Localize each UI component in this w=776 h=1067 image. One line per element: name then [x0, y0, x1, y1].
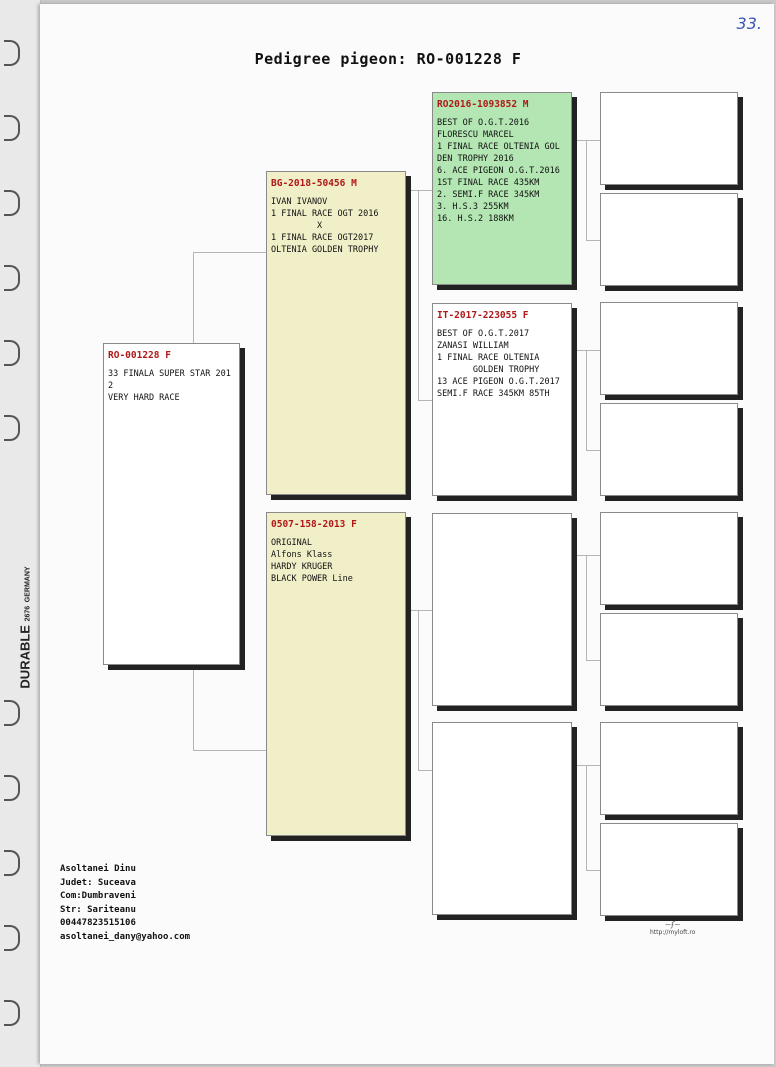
sire-sire-note: 16. H.S.2 188KM	[437, 214, 514, 224]
sire-sire-note: 1ST FINAL RACE 435KM	[437, 178, 540, 188]
dam-sire-card	[432, 513, 572, 706]
binder-hole	[4, 850, 20, 876]
sire-note: X	[271, 221, 323, 231]
owner-phone: 00447823515106	[60, 918, 136, 928]
sire-dam-note: SEMI.F RACE 345KM 85TH	[437, 389, 550, 399]
sire-dam-note: ZANASI WILLIAM	[437, 341, 509, 351]
connector-line	[418, 190, 419, 400]
sire-dam-note: 13 ACE PIGEON O.G.T.2017	[437, 377, 560, 387]
connector-line	[418, 770, 432, 771]
sire-sire-ring-number: RO2016-1093852 M	[437, 99, 529, 110]
great-grandparent-card	[600, 193, 738, 286]
subject-note: VERY HARD RACE	[108, 393, 180, 403]
binder-hole	[4, 775, 20, 801]
subject-pigeon-card	[103, 343, 240, 665]
dam-note: HARDY KRUGER	[271, 562, 333, 572]
sire-ring-number: BG-2018-50456 M	[271, 178, 357, 189]
sire-dam-ring-number: IT-2017-223055 F	[437, 310, 529, 321]
connector-line	[193, 665, 194, 750]
binder-hole	[4, 115, 20, 141]
page-title: Pedigree pigeon: RO-001228 F	[254, 50, 522, 68]
binder-hole	[4, 265, 20, 291]
subject-ring-number: RO-001228 F	[108, 350, 171, 361]
great-grandparent-card	[600, 92, 738, 185]
owner-name: Asoltanei Dinu	[60, 864, 136, 874]
owner-email: asoltanei_dany@yahoo.com	[60, 931, 191, 942]
sire-sire-note: 2. SEMI.F RACE 345KM	[437, 190, 540, 200]
great-grandparent-card	[600, 722, 738, 815]
dam-dam-card	[432, 722, 572, 915]
great-grandparent-card	[600, 613, 738, 706]
connector-line	[193, 252, 194, 344]
binder-strip	[0, 0, 41, 1067]
binder-hole	[4, 1000, 20, 1026]
dam-note: ORIGINAL	[271, 538, 312, 548]
connector-line	[586, 240, 600, 241]
sire-sire-note: DEN TROPHY 2016	[437, 154, 514, 164]
owner-street: Str: Sariteanu	[60, 904, 136, 915]
sire-note: 1 FINAL RACE OGT2017	[271, 233, 374, 243]
sire-dam-note: 1 FINAL RACE OLTENIA	[437, 353, 540, 363]
sire-sire-note: 3. H.S.3 255KM	[437, 202, 509, 212]
owner-commune: Com:Dumbraveni	[60, 891, 136, 901]
sire-dam-note: GOLDEN TROPHY	[437, 365, 540, 375]
great-grandparent-card	[600, 403, 738, 496]
sire-note: IVAN IVANOV	[271, 197, 328, 207]
connector-line	[193, 750, 267, 751]
myloft-logo	[650, 920, 695, 936]
owner-info	[60, 863, 190, 944]
sire-note: OLTENIA GOLDEN TROPHY	[271, 245, 379, 255]
binder-brand-model: DURABLE 2676 GERMANY	[17, 566, 33, 689]
binder-hole	[4, 190, 20, 216]
sire-sire-card	[432, 92, 572, 285]
binder-hole	[4, 700, 20, 726]
subject-note: 2	[108, 381, 114, 391]
connector-line	[586, 555, 587, 660]
connector-line	[586, 765, 587, 870]
connector-line	[586, 350, 587, 450]
sire-card	[266, 171, 406, 495]
connector-line	[418, 400, 432, 401]
sire-sire-note: 6. ACE PIGEON O.G.T.2016	[437, 166, 560, 176]
dam-ring-number: 0507-158-2013 F	[271, 519, 357, 530]
sire-note: 1 FINAL RACE OGT 2016	[271, 209, 379, 219]
logo-signature-icon: ~ʄ~	[664, 920, 681, 929]
owner-county: Judet: Suceava	[60, 877, 136, 888]
subject-note: 33 FINALA SUPER STAR 201	[108, 369, 231, 379]
connector-line	[586, 660, 600, 661]
binder-hole	[4, 340, 20, 366]
connector-line	[406, 190, 432, 191]
logo-url: http://myloft.ro	[650, 929, 696, 936]
sire-sire-note: 1 FINAL RACE OLTENIA GOL	[437, 142, 560, 152]
connector-line	[193, 252, 267, 253]
binder-hole	[4, 415, 20, 441]
binder-hole	[4, 925, 20, 951]
connector-line	[586, 140, 587, 240]
great-grandparent-card	[600, 823, 738, 916]
dam-note: Alfons Klass	[271, 550, 333, 560]
connector-line	[586, 450, 600, 451]
dam-card	[266, 512, 406, 836]
dam-note: BLACK POWER Line	[271, 574, 353, 584]
connector-line	[418, 610, 419, 770]
sire-dam-note: BEST OF O.G.T.2017	[437, 329, 530, 339]
sire-sire-note: FLORESCU MARCEL	[437, 130, 514, 140]
connector-line	[586, 870, 600, 871]
great-grandparent-card	[600, 512, 738, 605]
page-number: 33.	[736, 14, 762, 33]
great-grandparent-card	[600, 302, 738, 395]
sire-dam-card	[432, 303, 572, 496]
sire-sire-note: BEST OF O.G.T.2016	[437, 118, 530, 128]
connector-line	[406, 610, 432, 611]
